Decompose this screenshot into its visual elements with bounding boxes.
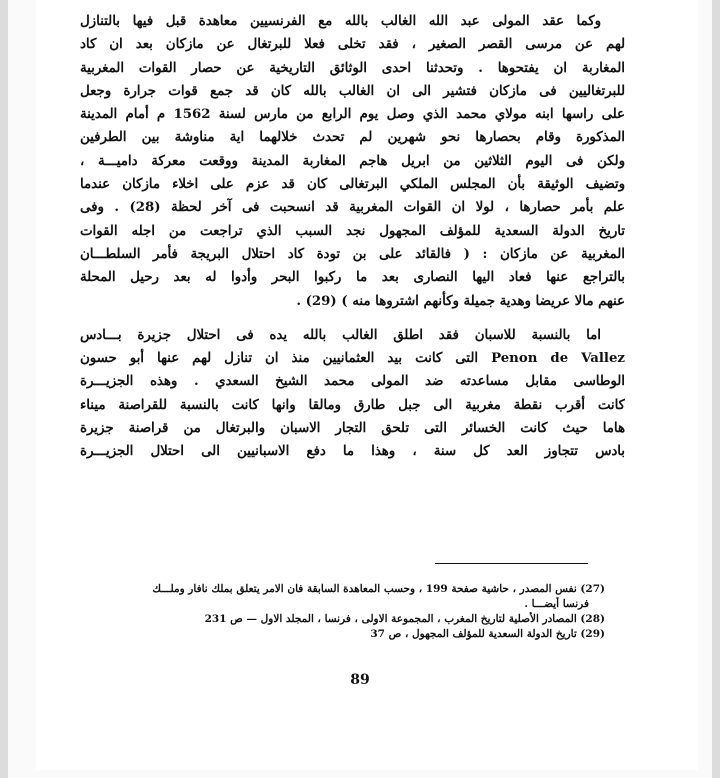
text-line: هاما حيث كانت الخسائر التى تلحق التجار الاسبان والبرتغال من قراصنة جزيرة <box>80 421 625 437</box>
text-line: بادس تتجاوز العد كل سنة ، وهذا ما دفع الاسبانيين الى احتلال الجزيـــرة <box>80 444 625 460</box>
text-line: علم بأمر حصارها ، لولا ان القوات المغربية قد انسحبت فى آخر لحظة (28) . وفى <box>80 200 625 216</box>
text-line: المغاربة ان يفتحوها . وتحدثنا احدى الوثائق التاريخية عن حصار القوات المغربية <box>80 60 625 76</box>
footnote-27-continuation: فرنسا أيضـــا . <box>524 598 589 610</box>
footnote-29: (29) تاريخ الدولة السعدية للمؤلف المجهول ، ص 37 <box>370 628 605 640</box>
footnote-27: (27) نفس المصدر ، حاشية صفحة 199 ، وحسب المعاهدة السابقة فان الامر يتعلق بملك نافار وملـــك <box>152 583 605 595</box>
text-line: اما بالنسبة للاسبان فقد اطلق الغالب بالله يده فى احتلال جزيرة بـــادس <box>80 327 601 343</box>
text-line: لهم عن مرسى القصر الصغير ، فقد تخلى فعلا للبرتغال عن مازكان بعد ان كاد <box>80 37 625 53</box>
paragraph-2 <box>80 324 625 464</box>
text-line: للبرتغاليين فى مازكان فتشير الى ان الغالب بالله كان قد جمع قوات جرارة وجعل <box>80 83 625 99</box>
page-number: 89 <box>350 672 370 688</box>
footnote-separator <box>435 563 588 564</box>
text-line: المذكورة وقام بحصارها نحو شهرين لم تحدث خلالهما اية مناوشة بين الطرفين <box>80 130 625 146</box>
text-line: وكما عقد المولى عبد الله الغالب بالله مع الفرنسيين معاهدة قبل فيها بالتنازل <box>80 14 601 29</box>
paragraph-1 <box>80 10 625 313</box>
text-line: وتضيف الوثيقة بأن المجلس الملكي البرتغالى كان قد عزم على اخلاء مازكان عندما <box>80 177 625 193</box>
main-text <box>80 10 625 464</box>
footnote-28: (28) المصادر الأصلية لتاريخ المغرب ، المجموعة الاولى ، فرنسا ، المجلد الاول — ص 231 <box>204 613 605 625</box>
footnotes <box>80 582 605 642</box>
text-line: ولكن فى اليوم الثلاثين من ابريل هاجم المغاربة المدينة ووقعت معركة داميـــة ، <box>80 153 625 169</box>
text-line: كانت أقرب نقطة مغربية الى جبل طارق ومالقا وانها كانت بالنسبة للقراصنة ميناء <box>80 397 625 413</box>
text-line: على راسها ابنه مولاي محمد الذي وصل يوم الرابع من مارس لسنة 1562 م أمام المدينة <box>80 107 625 123</box>
text-line: تاريخ الدولة السعدية للمؤلف المجهول نجد السبب الذي تراجعت من اجله القوات <box>80 223 625 239</box>
text-line: الوطاسى مقابل مساعدته ضد المولى محمد الشيخ السعدي . وهذه الجزيـــرة <box>80 374 625 390</box>
text-line: Penon de Vallez التى كانت بيد العثمانيين منذ ان تنازل لهم عنها أبو حسون <box>80 351 625 367</box>
text-line: بالتراجع عنها فعاد اليها النصارى بعد ما ركبوا البحر وأدوا له بعد رحيل المحلة <box>80 270 625 286</box>
text-line: عنهم مالا عريضا وهدية جميلة وكأنهم اشتروها منه ) (29) . <box>296 293 625 309</box>
text-line: المغربية عن مازكان : ( فالقائد على بن تودة كاد احتلال البريجة فأمر السلطـــان <box>80 246 625 262</box>
